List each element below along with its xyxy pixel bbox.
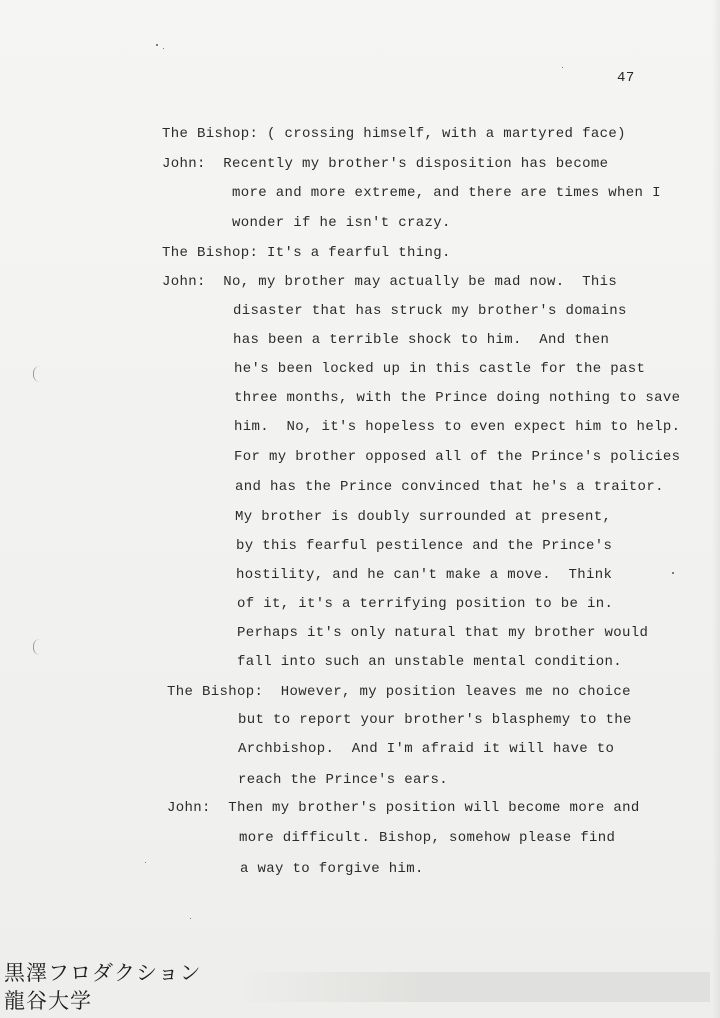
script-line: fall into such an unstable mental condition. bbox=[237, 654, 623, 670]
speck bbox=[562, 67, 563, 68]
script-line: The Bishop: ( crossing himself, with a martyred face) bbox=[162, 126, 626, 142]
punch-hole-mark bbox=[33, 366, 40, 382]
speck bbox=[672, 572, 674, 574]
script-line: more and more extreme, and there are times when I bbox=[232, 185, 661, 201]
speck bbox=[163, 48, 164, 49]
script-line: hostility, and he can't make a move. Think bbox=[236, 567, 613, 583]
script-line: of it, it's a terrifying position to be in. bbox=[237, 596, 614, 612]
script-line: reach the Prince's ears. bbox=[238, 772, 449, 788]
script-line: The Bishop: However, my position leaves me no choice bbox=[167, 684, 631, 700]
script-line: My brother is doubly surrounded at present, bbox=[235, 509, 612, 525]
script-line: wonder if he isn't crazy. bbox=[232, 215, 451, 231]
scan-smudge-band bbox=[230, 972, 710, 1002]
page-number: 47 bbox=[617, 70, 635, 86]
script-line: him. No, it's hopeless to even expect him to help. bbox=[234, 419, 681, 435]
script-line: For my brother opposed all of the Prince's policies bbox=[234, 449, 681, 465]
script-line: Archbishop. And I'm afraid it will have to bbox=[238, 741, 615, 757]
script-line: more difficult. Bishop, somehow please find bbox=[239, 830, 616, 846]
watermark-line-1: 黒澤フロダクション bbox=[4, 961, 202, 985]
speck bbox=[156, 44, 158, 46]
watermark-line-2: 龍谷大学 bbox=[4, 989, 92, 1013]
page-edge-shadow bbox=[712, 0, 720, 1018]
script-line: Perhaps it's only natural that my brother would bbox=[237, 625, 649, 641]
speck bbox=[190, 918, 191, 919]
script-line: John: Then my brother's position will become more and bbox=[167, 800, 640, 816]
script-line: has been a terrible shock to him. And then bbox=[233, 332, 610, 348]
script-line: he's been locked up in this castle for the past bbox=[234, 361, 646, 377]
script-line: three months, with the Prince doing nothing to save bbox=[234, 390, 681, 406]
punch-hole-mark bbox=[33, 639, 40, 655]
script-line: disaster that has struck my brother's domains bbox=[233, 303, 627, 319]
script-line: and has the Prince convinced that he's a traitor. bbox=[235, 479, 664, 495]
script-line: a way to forgive him. bbox=[240, 861, 424, 877]
speck bbox=[145, 862, 146, 863]
script-line: by this fearful pestilence and the Prince's bbox=[236, 538, 613, 554]
script-line: John: Recently my brother's disposition has become bbox=[162, 156, 609, 172]
script-line: The Bishop: It's a fearful thing. bbox=[162, 245, 451, 261]
script-line: John: No, my brother may actually be mad now. This bbox=[162, 274, 618, 290]
script-line: but to report your brother's blasphemy to the bbox=[238, 712, 632, 728]
